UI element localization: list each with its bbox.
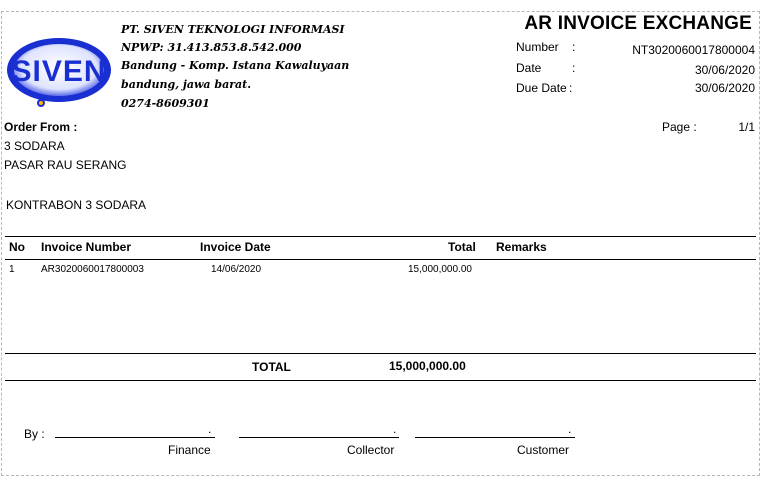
finance-label: Finance xyxy=(168,443,211,457)
due-date-label: Due Date xyxy=(516,81,567,95)
company-npwp: NPWP: 31.413.853.8.542.000 xyxy=(121,41,302,54)
order-from-line-1: 3 SODARA xyxy=(4,139,65,153)
by-label: By : xyxy=(24,427,45,441)
total-label: TOTAL xyxy=(252,360,291,374)
col-header-no: No xyxy=(9,240,25,254)
total-value: 15,000,000.00 xyxy=(389,359,466,373)
order-from-label: Order From : xyxy=(4,120,78,134)
col-header-remarks: Remarks xyxy=(496,240,547,254)
collector-signature-line xyxy=(239,437,399,438)
document-title: AR INVOICE EXCHANGE xyxy=(524,13,752,34)
order-note: KONTRABON 3 SODARA xyxy=(6,198,147,212)
collector-label: Collector xyxy=(347,443,395,457)
logo-text: SIVEN xyxy=(11,55,107,88)
number-colon: : xyxy=(572,40,576,54)
col-header-invoice-date: Invoice Date xyxy=(200,240,271,254)
table-header-rule xyxy=(5,259,756,260)
company-phone: 0274-8609301 xyxy=(121,97,210,110)
row-invoice-date: 14/06/2020 xyxy=(211,264,262,275)
company-logo xyxy=(4,33,114,113)
total-top-rule xyxy=(5,353,756,354)
customer-signature-line xyxy=(415,437,575,438)
row-no: 1 xyxy=(9,264,15,275)
total-bottom-rule xyxy=(5,380,756,381)
date-label: Date xyxy=(516,61,542,75)
order-from-line-2: PASAR RAU SERANG xyxy=(4,158,127,172)
date-colon: : xyxy=(572,61,576,75)
due-date-value: 30/06/2020 xyxy=(694,81,755,95)
row-invoice-number: AR3020060017800003 xyxy=(41,264,144,275)
row-total: 15,000,000.00 xyxy=(408,264,472,275)
collector-dot: . xyxy=(393,422,397,436)
table-top-rule xyxy=(5,236,756,237)
number-label: Number xyxy=(516,40,559,54)
finance-dot: . xyxy=(208,422,212,436)
customer-dot: . xyxy=(568,422,572,436)
date-value: 30/06/2020 xyxy=(694,63,755,77)
due-date-colon: : xyxy=(569,81,573,95)
customer-label: Customer xyxy=(517,443,570,457)
number-value: NT3020060017800004 xyxy=(632,43,755,57)
page-value: 1/1 xyxy=(738,120,755,134)
col-header-total: Total xyxy=(448,240,476,254)
page-label: Page : xyxy=(662,120,697,134)
col-header-invoice-number: Invoice Number xyxy=(41,240,132,254)
company-address-2: bandung, jawa barat. xyxy=(121,78,252,91)
company-name: PT. SIVEN TEKNOLOGI INFORMASI xyxy=(121,23,345,36)
company-address-1: Bandung - Komp. Istana Kawaluyaan xyxy=(121,59,350,72)
finance-signature-line xyxy=(55,437,215,438)
